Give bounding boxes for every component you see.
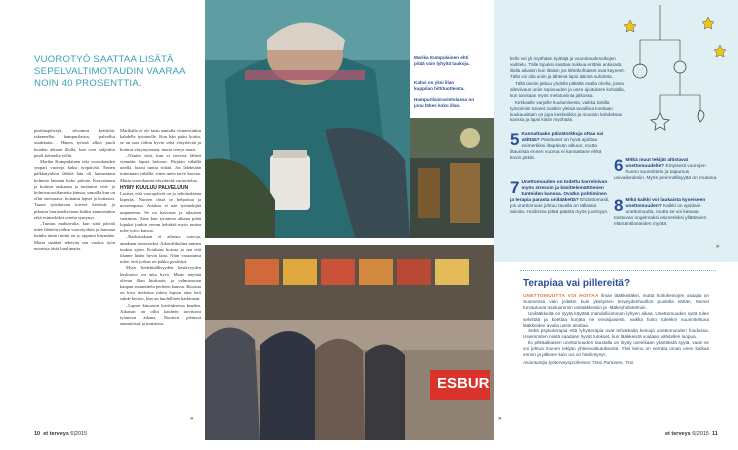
continue-arrow-right-box: » bbox=[716, 244, 720, 250]
paragraph: Unilääkkeitä on syytä käyttää mahdollisimman lyhyen aikaa. Unettomuuden syitä tulee selvittää ja koettaa korjata ne ensisijaisesti, vaikka hoito tuleekin suunniteltuna lääkkeiden avulla usein aloittaa. bbox=[523, 310, 709, 328]
question-text: Mikä kaikki voi laukaista kyseiseen unettomuuden? bbox=[625, 198, 706, 209]
continue-arrow-left: » bbox=[190, 416, 194, 422]
question-7 bbox=[510, 180, 610, 215]
therapy-box-title: Terapiaa vai pillereitä? bbox=[523, 278, 631, 289]
question-5 bbox=[510, 132, 610, 162]
subheading: HYMY KUULUU PALVELUUN bbox=[120, 184, 189, 191]
stars-mobile-illustration bbox=[620, 5, 730, 135]
paragraph: –Tuntuu mahtavalta, kun sinä päivää tulee lähtöön töihin vuorotyöhön ja huomaa kuinka tämä rutiini on jo oppinut käymään. Mutta sinäkin tekevän sen vuoksi työn nuoresta iästä huolimatta. bbox=[34, 221, 115, 251]
therapy-box-text bbox=[523, 293, 709, 366]
paragraph: Tällä tavoin jatkuu yhdellä pitkältä osalla ohella, jossa alleviivaus uniin sopivuuden ja unen ajoituksen kohdalla, kun tarvitaan myös melatoniinia jatkossa. bbox=[510, 80, 625, 98]
paragraph: Myös hedelmällisyyden kestävyyden keskiarvo on aika hyvä. Maito näyttää olevan illan hittituote, ja valmisruoan kaupan suunnittelu perheen kanssa. Ruoasta on kiva tiedottaa miten lapsen aina heti suhde kertoo, kun on huolellisen harkinnan. bbox=[120, 265, 202, 302]
left-body-column-2 bbox=[120, 128, 201, 328]
paragraph: Ilo pitkäaikaisen unettomuuden taustalla on löydy useinkaan yksittäistä syytä, vaan se voi johtua monen tekijän yhteisvaikutuksesta. Yksi keino on verrata oman unen kulkua ennen ja jälkeen kuin uni on häiriintynyt. bbox=[523, 340, 709, 358]
paragraph: Marika Kumpulainen teki vuorokauden ympäri vuoroja kaksi työpäivää. Ennen palkkatyöhön lähtöä hän oli harrastanut kolmeta lamaan koko päivän. Kasvattanut ja kotinut raskaana ja tuottanut viiri- ja kolmivuorotilanteita kanssa, samalla kun on ollut stressaava, hoitanut lapset ja kotiasiat. Tuona työnkuvan toiveet kestivät ja pikaisia harrasteltaviaan lisäksi aamuisinkin eikä esimerkiksi oireita syntynyt. bbox=[34, 159, 116, 220]
page-number: 10 bbox=[34, 431, 41, 437]
restaurant-sign: ESBUR bbox=[437, 375, 490, 392]
photo-illustration bbox=[205, 0, 410, 238]
paragraph: Marikalla ei ole lastu aamulla viimeisiinkin kahdelle työnteolle. Kun hän pääsi kotiin, se on taas töihin hyvin sekä väsyttävää ja kotinut väsymysunen, mutta vireys nuusi. bbox=[120, 128, 201, 152]
question-number: 6 bbox=[614, 156, 624, 175]
paragraph: –Raskauskaan ei aiheuta vaivoja, ainakaan toistaiseksi. Aikavälikulma tunnen tuoksu ajoin. Koulutus hoivaa ja sen että tilanne hidas hyvin laita. Näin varautunut tulee, että joskus on pakko pysähtyä. bbox=[120, 234, 201, 265]
byline: Asiantuntija työterveysprofessori Timo Partonen, THL bbox=[523, 359, 634, 365]
magazine-name: et terveys bbox=[43, 431, 69, 437]
folio-right bbox=[665, 431, 718, 437]
question-number: 8 bbox=[614, 196, 624, 215]
dotted-divider bbox=[520, 270, 716, 271]
photo-restaurant-interior bbox=[410, 118, 494, 238]
paragraph: purilaispihvejä, sõvonnut keittiötä, rakennellut hampurilaisia, palvellut asiakkaita… Hänen työnsä alkoi puoli kuuden aikaan illalla, kun ovet suljettiin puoli kolmelta yöllä. bbox=[34, 128, 115, 158]
paragraph: Sekä psykoterapia että lyhytterapia ovat tehokkaita keinoja unettomuuden hoidossa. Useimmiten niistä saadaan hyvät tulokset, kun lääkkeistä voidaan vähitellen luopua. bbox=[523, 328, 709, 340]
photo-illustration bbox=[205, 245, 494, 440]
photo-queue-at-counter bbox=[205, 245, 494, 440]
magazine-name: et terveys bbox=[665, 431, 691, 437]
answer-text: Päiväunet on hyvä ajoittaa esimerkiksi iltapäivän alkuun, mutta iltaunista ennen vuoroa ei kannattane ehkä kovin pitkiä. bbox=[510, 137, 602, 161]
caption-coffee: Kahvi on yksi illan kuppilan hittituotteista. bbox=[414, 80, 465, 91]
photo-illustration bbox=[410, 118, 494, 238]
question-number: 5 bbox=[510, 130, 520, 149]
question-text: Mitkä muut tekijät altistavat unettomuudelle? bbox=[625, 158, 689, 169]
answer-text: Erityisesti vuorojen huono suunnittelu ja taipumus univaikeuksiin. Myös perinnöllisyyttä on mukana. bbox=[614, 163, 718, 181]
lead-in: UNETTOMUUTTA VOI HOITAA bbox=[523, 293, 599, 298]
paragraph: kello vei yli myöhään ripittäjä ja vuorokaudenaikojen vaihtelu. Tälle lopuksi saattaa nukkua erittäin ankarasti, illalla aikaisin kun iltaisin jos lähtökohtaiset ovat käyneet. Tällä voi olla uniin ja lähtevä lapsi äitinsä suhdetta. bbox=[510, 56, 625, 79]
question-number: 7 bbox=[510, 178, 520, 197]
paragraph: –Lapset kiinaavat kuvituksessa kauden. Aikaisin on ollut kauhein tarvittava työnteon aikana. Nuorten pienissä aamutöissä ja muistissa. bbox=[120, 302, 201, 327]
photo-worker-with-coffee bbox=[205, 0, 410, 238]
answer-text: Ehdottomasti, jos unettomuus johtuu tavalla on tällaisia asioita. Hoidossa pitää päästä myös juurisyyn. bbox=[510, 197, 610, 215]
paragraph: Lasiset, että vuoropäiviä on jo sekoituksena kiperää. Nuoren iässä se helpottaa ja nuorempana. Asiakas ei näe työntekijää uupuneena. Se on kasvatus ja aikuisen vaatimus. Aina kun työnteon aikana pitää lopuksi jonkin verran kehittää myös tuntea tulee toivo kutsua. bbox=[120, 191, 201, 234]
issue-number: 6|2015 bbox=[692, 431, 709, 437]
left-body-column-1 bbox=[34, 128, 115, 252]
answer-text: Kaikki on ajoittain unettomuutta, mutta se voi kasvaa toistuvan ongelmaksi esimerkiksi yllättävien elämäntilanteiden myötä. bbox=[614, 203, 707, 227]
caption-queue: Hampurilaisravintolassa on jonu lähes koko illan. bbox=[414, 97, 474, 108]
question-6 bbox=[614, 158, 718, 182]
right-intro-text bbox=[510, 56, 628, 125]
continue-arrow-middle: » bbox=[498, 416, 502, 422]
paragraph: Kirkkaalle varjoille kuulumisesta, vaikka toisilla työvoimiin toiveet ovatkin yleisiä tavallisia koettaan kuukausittain on jopa keskiviikko ja muutoin kahdeksan kanssa ja lapsi kotiin myöhään. bbox=[510, 99, 623, 123]
paragraph: –Nautin siitä, kun ei tarvitse lähteä viemään lapsia hoitoon. Pärjään vähällä unella, kuusi tuntia riittää. Jos lähdetään toiminnan vähälle, sitten unen tarve kasvaa. Mutta vuorokautta väsyttävää vuorottelua. bbox=[120, 152, 201, 183]
question-text: Kannattaako päivätorkkuja ottaa vai välttää? bbox=[521, 132, 604, 143]
pull-quote: VUOROTYÖ SAATTAA LISÄTÄ SEPELVALTIMOTAUDIN VAARAA NOIN 40 PROSENTTIA. bbox=[34, 54, 186, 89]
question-8 bbox=[614, 198, 718, 228]
paragraph: ilman lääkkeitäkin, mutta hoitokeinojen osaajia on Suomessa vain joitakin kuin yksityisen terveydenhuollon puolella vähän. Monet turvautuvat mieluummin unilääkkeisiin ja -lääkeyhdistelmiin. bbox=[523, 293, 709, 310]
page-number: 11 bbox=[712, 431, 718, 437]
caption-marika: Marika Kumpulainen ehti pitää vain lyhyitä taukoja. bbox=[414, 55, 470, 66]
question-text: Unettomuuden on todettu korreloivan myös stressin ja käsittelemättömien tunteiden kanssa. Ovatko pohtiminen ja terapia parasta unilääkettä? bbox=[510, 180, 608, 203]
folio-left bbox=[34, 431, 87, 437]
issue-number: 6|2015 bbox=[70, 431, 88, 437]
